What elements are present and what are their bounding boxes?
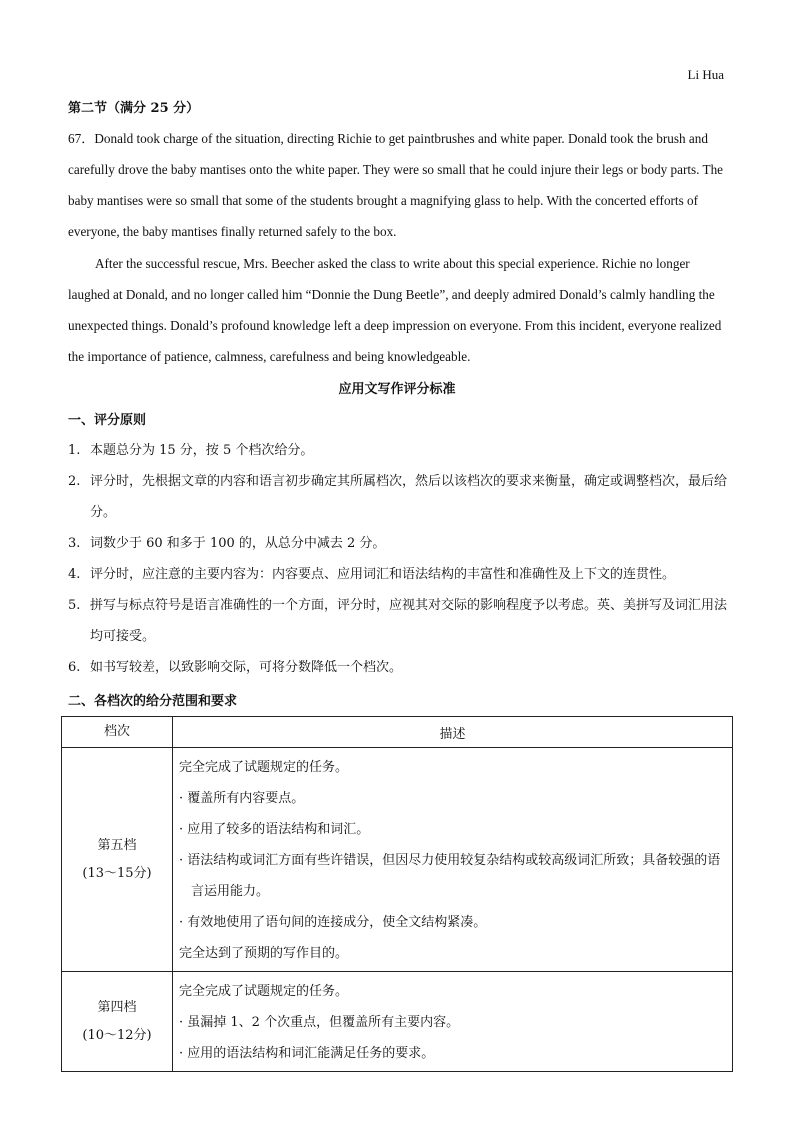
table-row [62,972,733,1072]
level-range: (10～12分) [82,1027,152,1043]
table-header-row [62,717,733,748]
level-range: (13～15分) [82,865,152,881]
description-cell [173,972,733,1072]
section-title: 第二节（满分 25 分） [68,101,200,116]
description-line: · 语法结构或词汇方面有些许错误，但因尽力使用较复杂结构或较高级词汇所致；具备较强的语言运用能力。 [179,853,721,899]
principle-item: 2. 评分时，先根据文章的内容和语言初步确定其所属档次，然后以该档次的要求来衡量，确定或调整档次，最后给分。 [68,474,728,520]
level-name: 第四档 [97,999,137,1015]
column-header-level: 档次 [62,717,173,748]
principle-item: 5. 拼写与标点符号是语言准确性的一个方面，评分时，应视其对交际的影响程度予以考虑。英、美拼写及词汇用法均可接受。 [68,598,728,644]
principles-list [68,435,738,683]
principles-title: 一、评分原则 [68,413,147,428]
grading-table [61,716,733,1072]
principle-item: 1. 本题总分为 15 分，按 5 个档次给分。 [68,443,314,458]
level-cell [62,748,173,972]
column-header-description: 描述 [173,717,733,748]
description-line: · 覆盖所有内容要点。 [179,791,305,806]
description-cell [173,748,733,972]
principle-item: 3. 词数少于 60 和多于 100 的，从总分中减去 2 分。 [68,536,386,551]
description-line: 完全完成了试题规定的任务。 [179,984,349,999]
principle-item: 4. 评分时，应注意的主要内容为：内容要点、应用词汇和语法结构的丰富性和准确性及上下文的连贯性。 [68,567,676,582]
description-line: 完全完成了试题规定的任务。 [179,760,349,775]
essay-paragraph-2: After the successful rescue, Mrs. Beecher asked the class to write about this special experience. Richie no longer laughed at Donald, and no longer called him “Donnie the Dung Beetle”, and deeply admired Donald’s calmly handling the unexpected things. Donald’s profound knowledge left a deep impression on everyone. From this incident, everyone realized the importance of patience, calmness, carefulness and being knowledgeable. [68,256,722,364]
principle-item: 6. 如书写较差，以致影响交际，可将分数降低一个档次。 [68,660,403,675]
description-line: · 应用了较多的语法结构和词汇。 [179,822,370,837]
levels-title: 二、各档次的给分范围和要求 [68,694,238,709]
level-cell [62,972,173,1072]
standards-title: 应用文写作评分标准 [338,382,456,397]
level-name: 第五档 [97,837,137,853]
description-line: 完全达到了预期的写作目的。 [179,946,349,961]
description-line: · 应用的语法结构和词汇能满足任务的要求。 [179,1046,435,1061]
table-row [62,748,733,972]
description-line: · 虽漏掉 1、2 个次重点，但覆盖所有主要内容。 [179,1015,460,1030]
description-line: · 有效地使用了语句间的连接成分，使全文结构紧凑。 [179,915,487,930]
author-name: Li Hua [687,67,724,82]
essay-paragraph-1: 67．Donald took charge of the situation, directing Richie to get paintbrushes and white paper. Donald took the brush and carefully drove the baby mantises onto the white paper. They were so small that he could injure their legs or body parts. The baby mantises were so small that some of the students brought a magnifying glass to help. With the concerted efforts of everyone, the baby mantises finally returned safely to the box. [68,131,724,239]
